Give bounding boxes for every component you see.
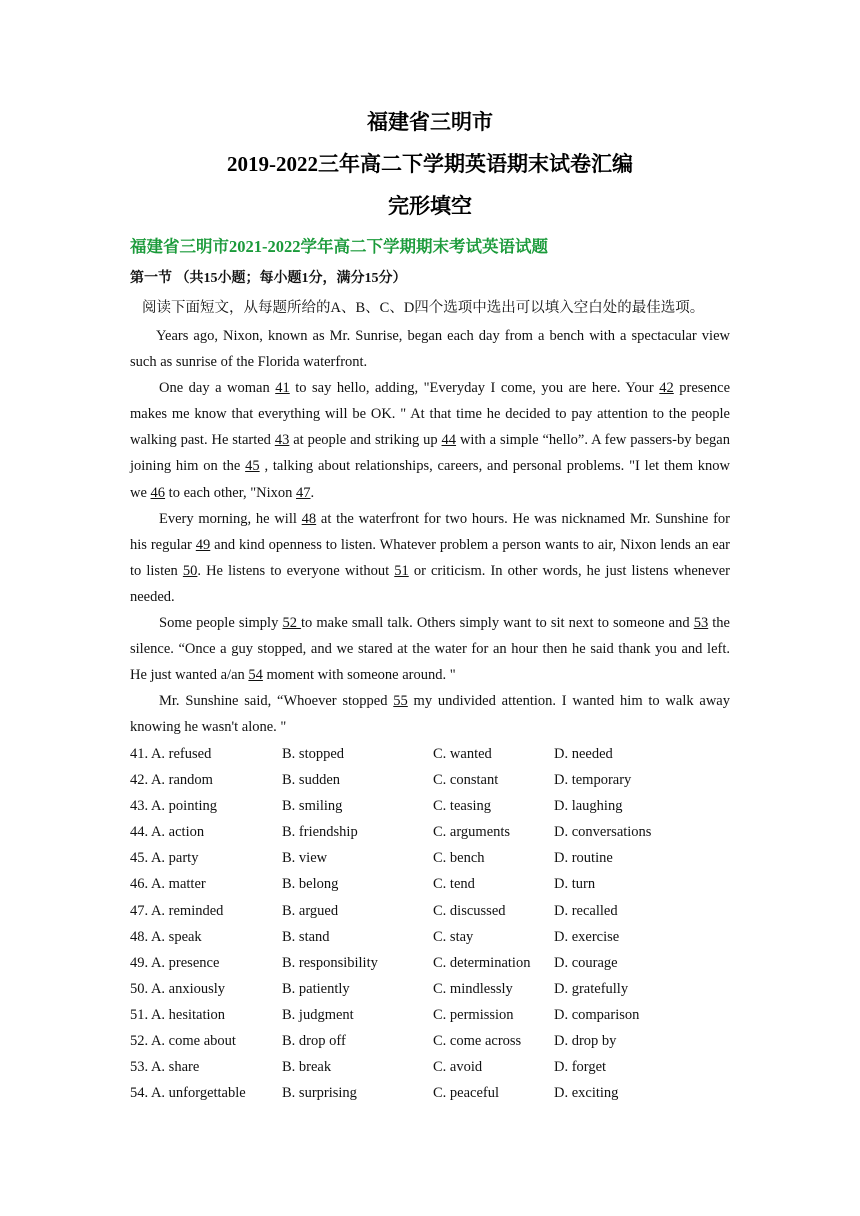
- option-choice: B. surprising: [282, 1085, 357, 1102]
- blank-number: 50: [182, 562, 198, 579]
- passage-text: at people and striking up: [289, 432, 442, 449]
- option-choice: B. belong: [282, 876, 339, 893]
- part-heading: 第一节 （共15小题；每小题1分，满分15分）: [130, 271, 407, 286]
- passage-text: , talking about relationships, careers, and personal problems. "I let them know we: [130, 458, 731, 501]
- passage-text: the silence. “Once a guy stopped, and we stared at the water for an hour then he said thank you and left. He just wanted a/an: [130, 615, 730, 684]
- option-choice: C. constant: [433, 772, 499, 789]
- option-choice: C. tend: [433, 876, 475, 893]
- passage-text: at the waterfront for two hours. He was nicknamed Mr. Sunshine for his regular: [130, 510, 730, 553]
- option-choice: 44. A. action: [130, 824, 205, 841]
- blank-number: 53: [693, 615, 709, 632]
- blank-number: 52: [282, 615, 302, 632]
- passage-paragraph: [130, 688, 730, 740]
- option-choice: 45. A. party: [130, 850, 199, 867]
- option-choice: C. arguments: [433, 824, 511, 841]
- option-choice: D. forget: [554, 1059, 607, 1076]
- blank-number: 47: [296, 484, 311, 501]
- option-choice: C. bench: [433, 850, 485, 867]
- option-choice: C. peaceful: [433, 1085, 500, 1102]
- option-choice: D. recalled: [554, 902, 618, 919]
- option-row: [130, 845, 730, 871]
- option-row: [130, 741, 730, 767]
- passage-text: with a simple “hello”. A few passers-by began joining him on the: [130, 432, 730, 475]
- option-choice: C. stay: [433, 928, 474, 945]
- option-choice: C. avoid: [433, 1059, 483, 1076]
- option-choice: C. determination: [433, 954, 531, 971]
- option-choice: D. needed: [554, 746, 613, 762]
- option-choice: D. gratefully: [554, 980, 629, 997]
- instructions: 阅读下面短文，从每题所给的A、B、C、D四个选项中选出可以填入空白处的最佳选项。: [142, 300, 705, 316]
- option-choice: D. comparison: [554, 1006, 640, 1023]
- option-choice: C. mindlessly: [433, 980, 513, 997]
- option-choice: 50. A. anxiously: [130, 980, 226, 997]
- option-choice: 43. A. pointing: [130, 798, 218, 815]
- option-choice: 46. A. matter: [130, 876, 206, 893]
- blank-number: 43: [274, 432, 290, 449]
- blank-number: 48: [301, 510, 317, 527]
- option-row: [130, 1002, 730, 1028]
- document-title-main: 2019-2022三年高二下学期英语期末试卷汇编: [227, 152, 633, 176]
- option-choice: B. sudden: [282, 772, 340, 789]
- option-row: [130, 924, 730, 950]
- option-row: [130, 819, 730, 845]
- blank-number: 46: [150, 484, 166, 501]
- option-choice: B. drop off: [282, 1033, 346, 1050]
- blank-number: 45: [245, 458, 260, 475]
- option-choice: C. come across: [433, 1033, 522, 1050]
- passage-paragraph: [130, 375, 730, 505]
- option-row: [130, 976, 730, 1002]
- option-choice: 53. A. share: [130, 1059, 200, 1076]
- option-row: [130, 950, 730, 976]
- option-choice: C. wanted: [433, 746, 492, 762]
- option-choice: B. responsibility: [282, 954, 378, 971]
- option-row: [130, 793, 730, 819]
- passage-text: moment with someone around. ": [262, 667, 456, 684]
- option-choice: B. judgment: [282, 1006, 354, 1023]
- passage-text: to make small talk. Others simply want to sit next to someone and: [301, 615, 694, 632]
- blank-number: 41: [275, 380, 290, 397]
- options-list: [130, 741, 730, 1106]
- passage-text: Some people simply: [159, 615, 283, 632]
- passage-text: to say hello, adding, "Everyday I come, you are here. Your: [289, 380, 660, 397]
- option-choice: C. teasing: [433, 798, 491, 815]
- option-choice: C. permission: [433, 1006, 514, 1023]
- option-choice: D. drop by: [554, 1033, 617, 1050]
- option-choice: B. stand: [282, 928, 330, 945]
- option-choice: B. break: [282, 1059, 332, 1076]
- passage-paragraph: Years ago, Nixon, known as Mr. Sunrise, began each day from a bench with a spectacular view such as sunrise of the Florida waterfront.: [130, 328, 730, 371]
- option-row: [130, 1080, 730, 1106]
- option-choice: C. discussed: [433, 902, 506, 919]
- option-row: [130, 898, 730, 924]
- passage-text: my undivided attention. I wanted him to walk away knowing he wasn't alone. ": [130, 693, 730, 736]
- option-choice: 54. A. unforgettable: [130, 1085, 246, 1102]
- blank-number: 42: [659, 380, 674, 397]
- option-choice: B. smiling: [282, 798, 343, 815]
- document-title-topic: 完形填空: [388, 194, 472, 218]
- passage-text: presence makes me know that everything will be OK. " At that time he decided to pay attention to the people walking past. He started: [130, 380, 731, 449]
- option-choice: D. temporary: [554, 772, 632, 789]
- passage-text: .: [310, 484, 315, 501]
- option-row: [130, 1054, 730, 1080]
- passage-text: . He listens to everyone without: [197, 562, 395, 579]
- blank-number: 51: [394, 562, 409, 579]
- option-choice: D. exercise: [554, 928, 620, 945]
- option-choice: 48. A. speak: [130, 928, 202, 945]
- blank-number: 55: [393, 693, 408, 710]
- blank-number: 49: [195, 536, 211, 553]
- option-choice: 41. A. refused: [130, 746, 212, 762]
- option-choice: B. stopped: [282, 746, 345, 762]
- passage-text: or criticism. In other words, he just listens whenever needed.: [130, 562, 730, 605]
- option-choice: 51. A. hesitation: [130, 1006, 226, 1023]
- option-row: [130, 767, 730, 793]
- option-row: [130, 1028, 730, 1054]
- option-choice: B. patiently: [282, 980, 350, 997]
- passage-text: Every morning, he will: [159, 510, 302, 527]
- option-choice: B. friendship: [282, 824, 358, 841]
- option-choice: D. turn: [554, 876, 596, 893]
- option-choice: D. routine: [554, 850, 613, 867]
- passage-text: to each other, "Nixon: [165, 484, 297, 501]
- passage-text: Mr. Sunshine said, “Whoever stopped: [159, 693, 394, 710]
- blank-number: 44: [441, 432, 457, 449]
- blank-number: 54: [248, 667, 263, 684]
- section-title: 福建省三明市2021-2022学年高二下学期期末考试英语试题: [130, 237, 548, 256]
- cloze-passage: [130, 323, 730, 741]
- option-choice: 42. A. random: [130, 772, 213, 789]
- passage-text: One day a woman: [159, 380, 276, 397]
- option-choice: B. view: [282, 850, 328, 867]
- option-choice: D. exciting: [554, 1085, 619, 1102]
- passage-text: and kind openness to listen. Whatever problem a person wants to air, Nixon lends an ear to listen: [130, 536, 730, 579]
- option-choice: 47. A. reminded: [130, 902, 224, 919]
- document-title-region: 福建省三明市: [367, 110, 493, 134]
- passage-paragraph: [130, 610, 730, 688]
- option-choice: D. conversations: [554, 824, 652, 841]
- passage-paragraph: [130, 506, 730, 610]
- option-choice: 52. A. come about: [130, 1033, 236, 1050]
- option-choice: D. laughing: [554, 798, 623, 815]
- option-choice: 49. A. presence: [130, 954, 220, 971]
- option-choice: D. courage: [554, 954, 618, 971]
- option-row: [130, 871, 730, 897]
- option-choice: B. argued: [282, 902, 339, 919]
